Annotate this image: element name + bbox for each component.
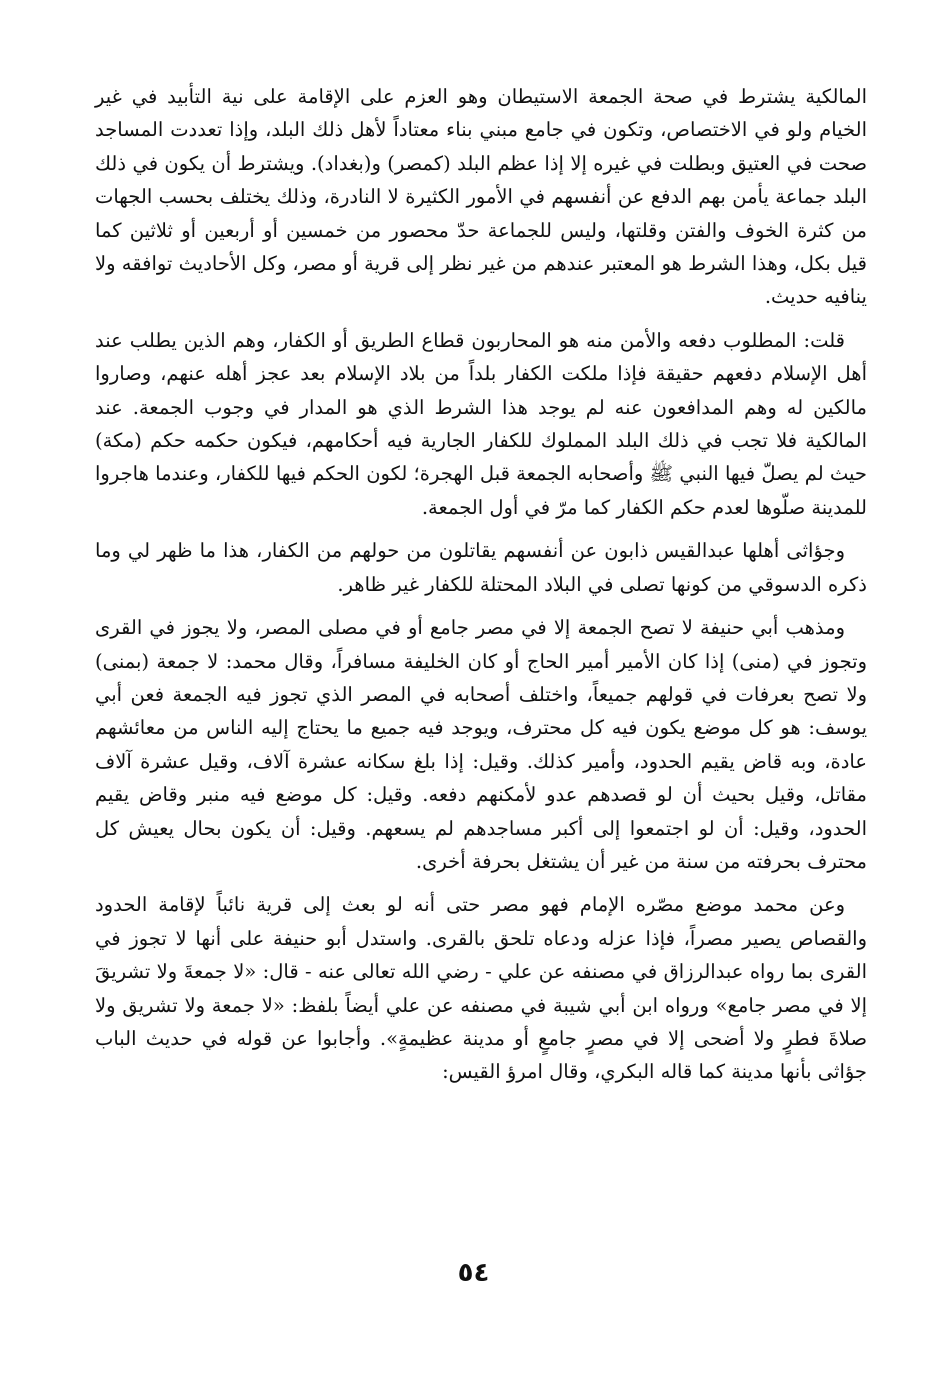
paragraph-author-opinion: قلت: المطلوب دفعه والأمن منه هو المحاربون قطاع الطريق أو الكفار، وهم الذين يطلب عند أهل الإسلام دفعهم حقيقة فإذا ملكت الكفار بلداً من بلاد الإسلام بعد عجز أهله عنهم، وصاروا مالكين له وهم المدافعون عنه لم يوجد هذا الشرط الذي هو المدار في وجوب الجمعة. عند المالكية فلا تجب في ذلك البلد المملوك للكفار الجارية فيه أحكامهم، فيكون حكمه حكم (مكة) حيث لم يصلّ فيها النبي ﷺ وأصحابه الجمعة قبل الهجرة؛ لكون الحكم فيها للكفار، وعندما هاجروا للمدينة صلّوها لعدم حكم الكفار كما مرّ في أول الجمعة. bbox=[95, 328, 867, 519]
page-body bbox=[95, 80, 867, 1099]
paragraph-juwatha: وجؤاثى أهلها عبدالقيس ذابون عن أنفسهم يقاتلون من حولهم من الكفار، هذا ما ظهر لي وما ذكره الدسوقي من كونها تصلى في البلاد المحتلة للكفار غير ظاهر. bbox=[95, 539, 867, 596]
paragraph-muhammad-opinion: وعن محمد موضع مصّره الإمام فهو مصر حتى أنه لو بعث إلى قرية نائباً لإقامة الحدود والقصاص يصير مصراً، فإذا عزله ودعاه تلحق بالقرى. واستدل أبو حنيفة على أنها لا تجوز في القرى بما رواه عبدالرزاق في مصنفه عن علي - رضي الله تعالى عنه - قال: «لا جمعةَ ولا تشريقَ إلا في مصر جامع» ورواه ابن أبي شيبة في مصنفه عن علي أيضاً بلفظ: «لا جمعة ولا تشريق ولا صلاةَ فطرٍ ولا أضحى إلا في مصرٍ جامعٍ أو مدينة عظيمةٍ». وأجابوا عن قوله في حديث الباب جؤاثى بأنها مدينة كما قاله البكري، وقال امرؤ القيس: bbox=[95, 893, 867, 1084]
paragraph-maliki-conditions: المالكية يشترط في صحة الجمعة الاستيطان وهو العزم على الإقامة على نية التأبيد في غير الخيام ولو في الاختصاص، وتكون في جامع مبني بناء معتاداً لأهل ذلك البلد، وإذا تعددت المساجد صحت في العتيق وبطلت في غيره إلا إذا عظم البلد (كمصر) و(بغداد). ويشترط أن يكون في ذلك البلد جماعة يأمن بهم الدفع عن أنفسهم في الأمور الكثيرة لا النادرة، وذلك يختلف بحسب الجهات من كثرة الخوف والفتن وقلتها، وليس للجماعة حدّ محصور من خمسين أو أربعين أو ثلاثين كما قيل بكل، وهذا الشرط هو المعتبر عندهم من غير نظر إلى قرية أو مصر، وكل الأحاديث توافقه ولا ينافيه حديث. bbox=[95, 85, 867, 309]
paragraph-hanafi-school: ومذهب أبي حنيفة لا تصح الجمعة إلا في مصر جامع أو في مصلى المصر، ولا يجوز في القرى وتجوز في (منى) إذا كان الأمير أمير الحاج أو كان الخليفة مسافراً، وقال محمد: لا جمعة (بمنى) ولا تصح بعرفات في قولهم جميعاً، واختلف أصحابه في المصر الذي تجوز فيه الجمعة فعن أبي يوسف: هو كل موضع يكون فيه كل محترف، ويوجد فيه جميع ما يحتاج إليه الناس من معائشهم عادة، وبه قاض يقيم الحدود، وأمير كذلك. وقيل: إذا بلغ سكانه عشرة آلاف، وقيل عشرة آلاف مقاتل، وقيل بحيث أن لو قصدهم عدو لأمكنهم دفعه. وقيل: كل موضع فيه منبر وقاض يقيم الحدود، وقيل: أن لو اجتمعوا إلى أكبر مساجدهم لم يسعهم. وقيل: أن يكون بحال يعيش كل محترف بحرفته من سنة من غير أن يشتغل بحرفة أخرى. bbox=[95, 616, 867, 873]
page-number: ٥٤ bbox=[457, 1258, 490, 1288]
